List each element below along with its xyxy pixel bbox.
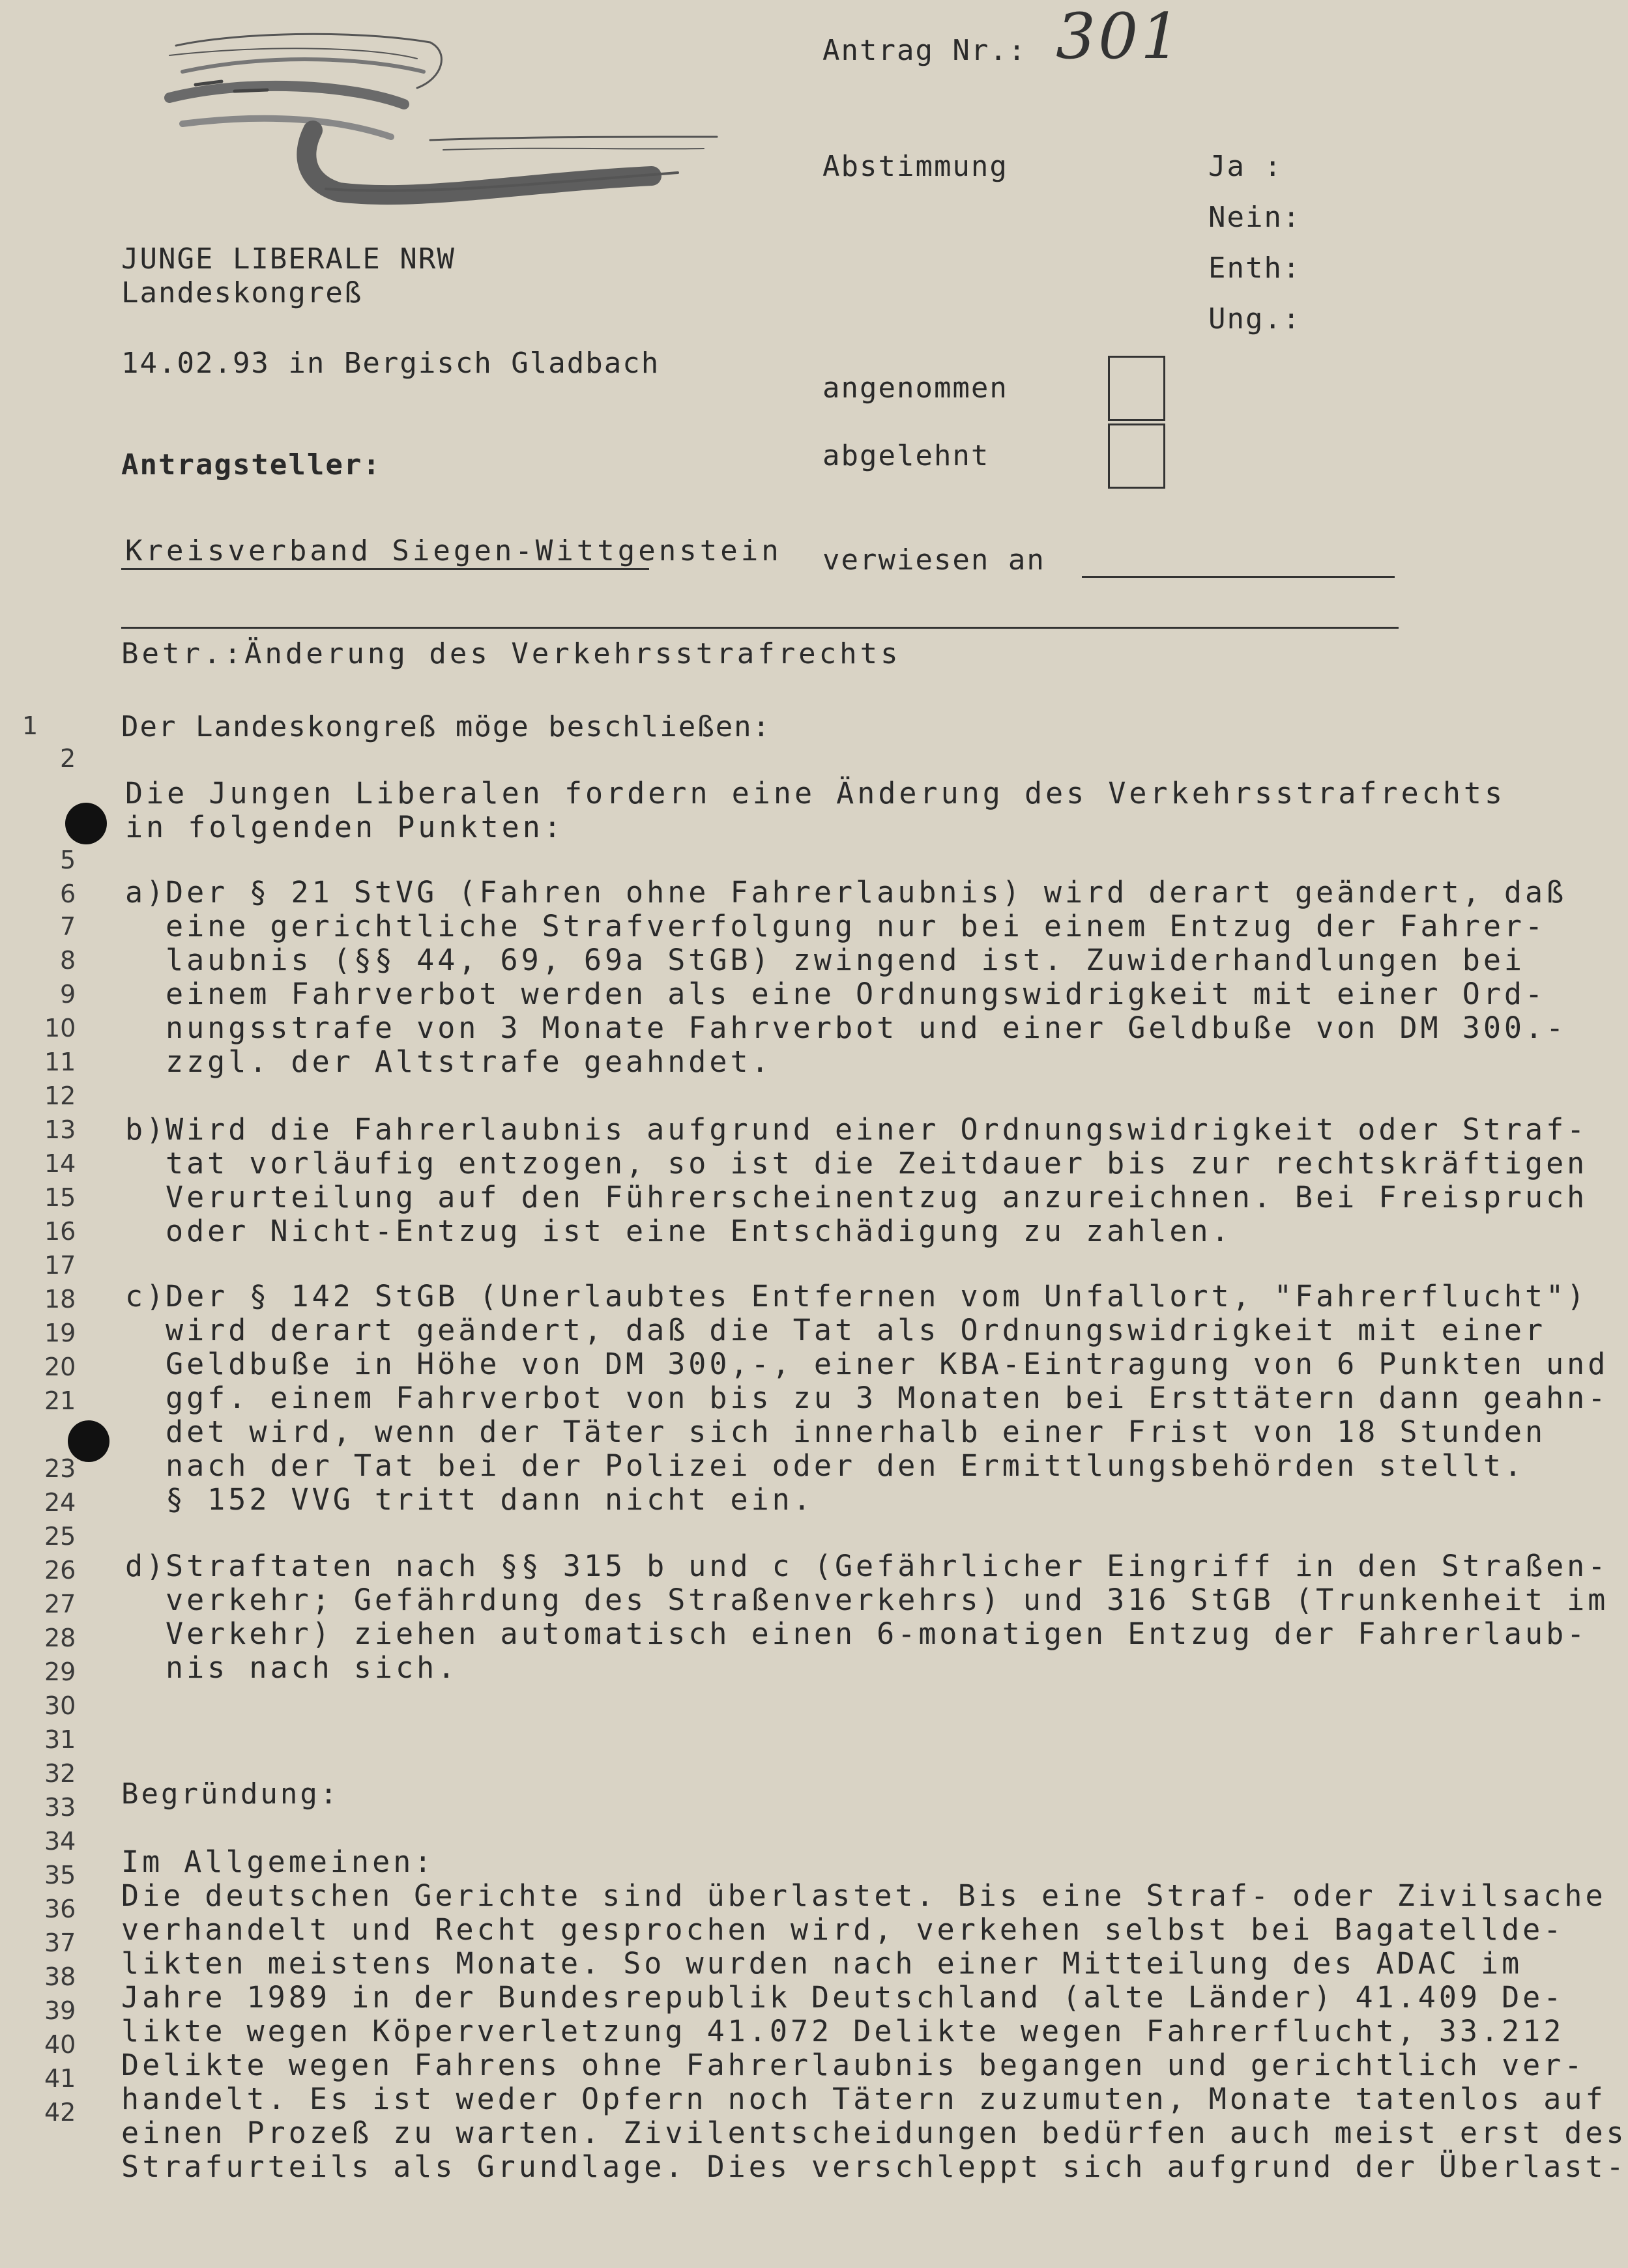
- line-number: 29: [44, 1658, 76, 1686]
- antrag-number: 301: [1056, 0, 1184, 73]
- logo-sketch: [156, 26, 730, 222]
- date-place: 14.02.93 in Bergisch Gladbach: [121, 347, 660, 380]
- point-text: Der § 142 StGB (Unerlaubtes Entfernen vom Unfallort, "Fahrerflucht") wird derart geändert, daß die Tat als Ordnungswidrigkeit mit einer Geldbuße in Höhe von DM 300,-, einer KBA-Eintragung von 6 Punkten und ggf. einem Fahrverbot von bis zu 3 Monaten bei Ersttätern dann geahn- det wird, wenn der Täter sich innerhalb einer Frist von 18 Stunden nach der Tat bei der Polizei oder den Ermittlungsbehörden stellt. § 152 VVG tritt dann nicht ein.: [166, 1279, 1609, 1517]
- line-number: 7: [60, 912, 76, 941]
- line-number: 12: [44, 1082, 76, 1110]
- line-number: 23: [44, 1454, 76, 1483]
- line-number: 36: [44, 1895, 76, 1923]
- org-name: JUNGE LIBERALE NRW: [121, 242, 456, 276]
- line-number: 30: [44, 1691, 76, 1720]
- applicant-label: Antragsteller:: [121, 448, 381, 481]
- line-number: 1: [22, 711, 38, 740]
- line-number: 20: [44, 1353, 76, 1381]
- abgelehnt-label: abgelehnt: [822, 439, 990, 472]
- line-number: 18: [44, 1285, 76, 1313]
- line-number: 16: [44, 1217, 76, 1246]
- line-number: 28: [44, 1624, 76, 1652]
- vote-abstain-label: Enth:: [1208, 251, 1301, 285]
- line-number: 39: [44, 1996, 76, 2025]
- vote-invalid-label: Ung.:: [1208, 302, 1301, 336]
- point-text: Der § 21 StVG (Fahren ohne Fahrerlaubnis) wird derart geändert, daß eine gerichtliche Strafverfolgung nur bei einem Entzug der Fahrer- laubnis (§§ 44, 69, 69a StGB) zwingend ist. Zuwiderhandlungen bei einem Fahrverbot werden als eine Ordnungswidrigkeit mit einer Ord- nungsstrafe von 3 Monate Fahrverbot und einer Geldbuße von DM 300.- zzgl. der Altstrafe geahndet.: [166, 875, 1567, 1079]
- angenommen-label: angenommen: [822, 371, 1008, 405]
- allgemein-text: Die deutschen Gerichte sind überlastet. Bis eine Straf- oder Zivilsache verhandelt und Recht gesprochen wird, verkehen selbst bei Bagatellde- likten meistens Monate. So wurden nach einer Mitteilung des ADAC im Jahre 1989 in der Bundesrepublik Deutschland (alte Länder) 41.409 De- likte wegen Köperverletzung 41.072 Delikte wegen Fahrerflucht, 33.212 Delikte wegen Fahrens ohne Fahrerlaubnis begangen und gerichtlich ver- handelt. Es ist weder Opfern noch Tätern zuzumuten, Monate tatenlos auf einen Prozeß zu warten. Zivilentscheidungen bedürfen auch meist erst des Strafurteils als Grundlage. Dies verschleppt sich aufgrund der Überlast-: [121, 1878, 1627, 2184]
- applicant-name: Kreisverband Siegen-Wittgenstein: [125, 534, 782, 567]
- line-number: 5: [60, 846, 76, 874]
- angenommen-checkbox[interactable]: [1108, 356, 1165, 421]
- line-number: 6: [60, 880, 76, 908]
- abgelehnt-checkbox[interactable]: [1108, 423, 1165, 489]
- point-text: Wird die Fahrerlaubnis aufgrund einer Ordnungswidrigkeit oder Straf- tat vorläufig entzogen, so ist die Zeitdauer bis zur rechtskräftigen Verurteilung auf den Führerscheinentzug anzureichnen. Bei Freispruch oder Nicht-Entzug ist eine Entschädigung zu zahlen.: [166, 1112, 1588, 1248]
- line-number: 13: [44, 1115, 76, 1144]
- line-number: 42: [44, 2098, 76, 2127]
- abstimmung-label: Abstimmung: [822, 150, 1008, 183]
- line-number: 19: [44, 1319, 76, 1347]
- point-label: c): [125, 1279, 167, 1313]
- point-text: Straftaten nach §§ 315 b und c (Gefährlicher Eingriff in den Straßen- verkehr; Gefährdung des Straßenverkehrs) und 316 StGB (Trunkenheit im Verkehr) ziehen automatisch einen 6-monatigen Entzug der Fahrerlaub- nis nach sich.: [166, 1549, 1609, 1685]
- allgemein-heading: Im Allgemeinen:: [121, 1845, 435, 1879]
- line-number: 26: [44, 1556, 76, 1585]
- line-number: 33: [44, 1793, 76, 1822]
- line-number: 2: [60, 744, 76, 773]
- event-name: Landeskongreß: [121, 276, 363, 309]
- line-number: 11: [44, 1048, 76, 1076]
- vote-yes-label: Ja :: [1208, 150, 1283, 183]
- point-label: a): [125, 875, 167, 910]
- point-label: b): [125, 1112, 167, 1147]
- applicant-underline: [121, 568, 649, 570]
- line-number: 37: [44, 1929, 76, 1957]
- vote-no-label: Nein:: [1208, 201, 1301, 234]
- begruendung-heading: Begründung:: [121, 1777, 340, 1811]
- motion-intro: Der Landeskongreß möge beschließen:: [121, 710, 772, 743]
- antrag-label: Antrag Nr.:: [822, 34, 1027, 67]
- line-number: 34: [44, 1827, 76, 1856]
- line-number: 15: [44, 1183, 76, 1212]
- line-number: 24: [44, 1488, 76, 1517]
- line-number: 10: [44, 1014, 76, 1042]
- line-number: 27: [44, 1590, 76, 1618]
- line-number: 38: [44, 1962, 76, 1991]
- line-number: 40: [44, 2030, 76, 2059]
- line-number: 8: [60, 946, 76, 975]
- line-number: 32: [44, 1759, 76, 1788]
- line-number: 9: [60, 980, 76, 1009]
- verwiesen-label: verwiesen an: [822, 543, 1045, 577]
- subject-line: Betr.:Änderung des Verkehrsstrafrechts: [121, 637, 901, 670]
- line-number: 17: [44, 1251, 76, 1280]
- line-number: 25: [44, 1522, 76, 1551]
- line-number: 31: [44, 1725, 76, 1754]
- line-number: 35: [44, 1861, 76, 1889]
- point-label: d): [125, 1549, 167, 1583]
- header-divider: [121, 627, 1399, 629]
- punch-hole: [65, 803, 107, 844]
- line-number: 41: [44, 2064, 76, 2093]
- line-number: 14: [44, 1149, 76, 1178]
- line-number: 21: [44, 1386, 76, 1415]
- demand-text: Die Jungen Liberalen fordern eine Änderung des Verkehrsstrafrechts in folgenden Punkten:: [125, 776, 1506, 844]
- verwiesen-field-line[interactable]: [1082, 576, 1395, 578]
